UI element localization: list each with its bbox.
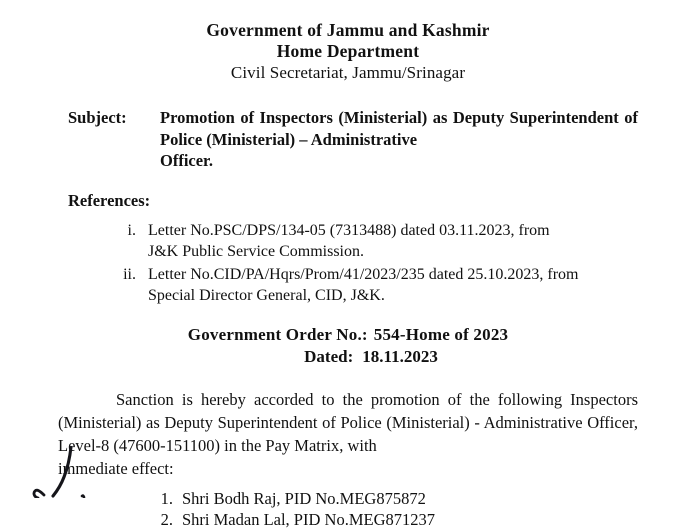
subject-text-main: Promotion of Inspectors (Ministerial) as Deputy Superintendent of Police (Ministerial) – Administrative [160,108,638,149]
reference-text [148,264,638,307]
reference-text-last: Special Director General, CID, J&K. [148,287,385,304]
reference-text [148,220,638,263]
order-dated-label: Dated: [304,346,354,366]
document-masthead [0,0,696,84]
promotee-name: Shri Bodh Raj, PID No.MEG875872 [182,488,426,508]
subject-label: Subject: [68,108,127,127]
subject-text-last: Officer. [160,151,213,170]
order-number-line [0,324,696,346]
department-title: Home Department [276,41,420,61]
promotee-number: 2. [160,509,173,529]
order-dated-value: 18.11.2023 [362,346,438,366]
order-dated-line [0,346,696,368]
promotee-number: 1. [160,488,173,508]
reference-item [0,264,696,307]
government-title: Government of Jammu and Kashmir [206,20,490,40]
reference-text-main: Letter No.PSC/DPS/134-05 (7313488) dated 03.11.2023, from [148,221,550,239]
reference-item [0,220,696,263]
promotee-name: Shri Madan Lal, PID No.MEG871237 [182,509,435,529]
reference-text-main: Letter No.CID/PA/Hqrs/Prom/41/2023/235 dated 25.10.2023, from [148,265,579,283]
subject-text [160,107,638,172]
order-number-value: 554-Home of 2023 [373,324,509,344]
reference-text-last: J&K Public Service Commission. [148,243,364,260]
subject-block [0,107,696,172]
order-number-label: Government Order No.: [187,324,368,344]
body-paragraph-last: immediate effect: [58,458,174,478]
reference-numeral: i. [127,221,136,239]
reference-numeral: ii. [123,265,136,283]
list-item [0,509,696,530]
references-list [0,220,696,307]
body-paragraph [0,388,696,480]
office-location: Civil Secretariat, Jammu/Srinagar [230,63,466,82]
body-paragraph-main: Sanction is hereby accorded to the promotion of the following Inspectors (Ministerial) as Deputy Superintendent of Police (Ministerial) - Administrative Officer, Level-8 (47600-151100) in the Pay Matrix, with [58,389,638,455]
order-block [0,324,696,368]
references-heading: References: [68,190,151,210]
promotee-list [0,488,696,530]
